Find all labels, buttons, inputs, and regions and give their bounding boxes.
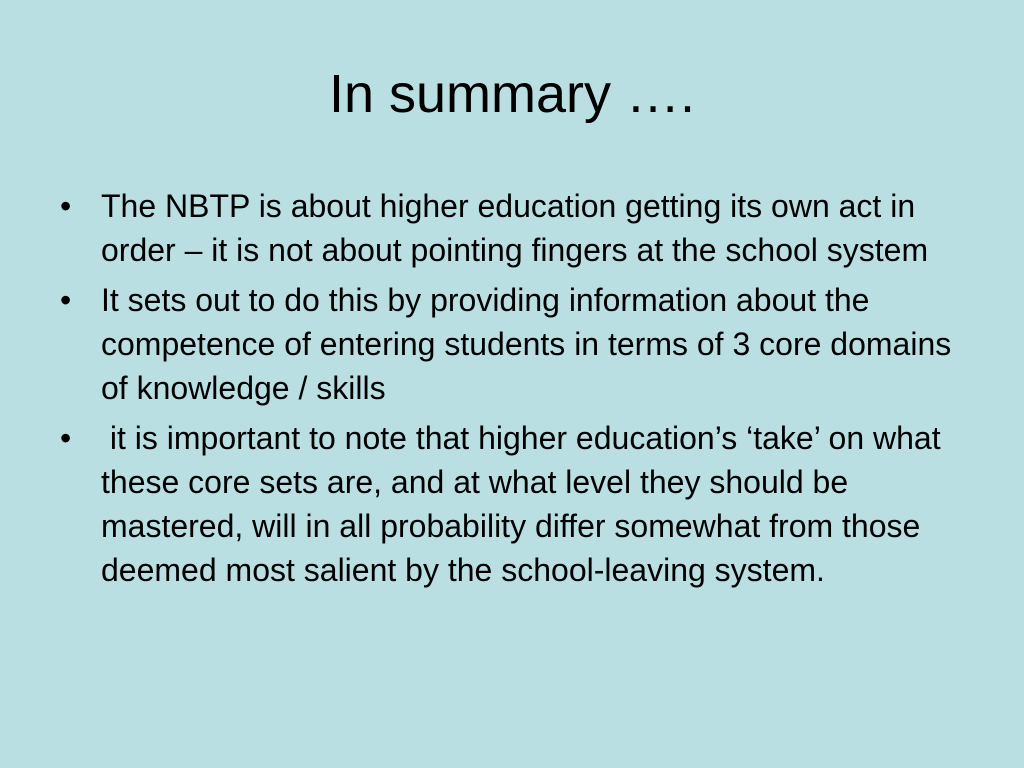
bullet-text: It sets out to do this by providing information about the competence of entering students in terms of 3 core domains of knowledge / skills <box>101 282 952 406</box>
bullet-item <box>56 278 976 410</box>
bullet-item <box>56 416 976 592</box>
bullet-text: it is important to note that higher education’s ‘take’ on what these core sets are, and at what level they should be mastered, will in all probability differ somewhat from those deemed most salient by the school-leaving system. <box>101 420 941 588</box>
bullet-item <box>56 184 976 272</box>
bullet-marker-icon: • <box>60 420 72 456</box>
bullet-marker-icon: • <box>60 282 72 318</box>
bullet-list <box>56 184 976 598</box>
bullet-marker-icon: • <box>60 188 72 224</box>
slide-title: In summary …. <box>328 64 696 124</box>
bullet-text: The NBTP is about higher education getting its own act in order – it is not about pointing fingers at the school system <box>101 188 929 268</box>
